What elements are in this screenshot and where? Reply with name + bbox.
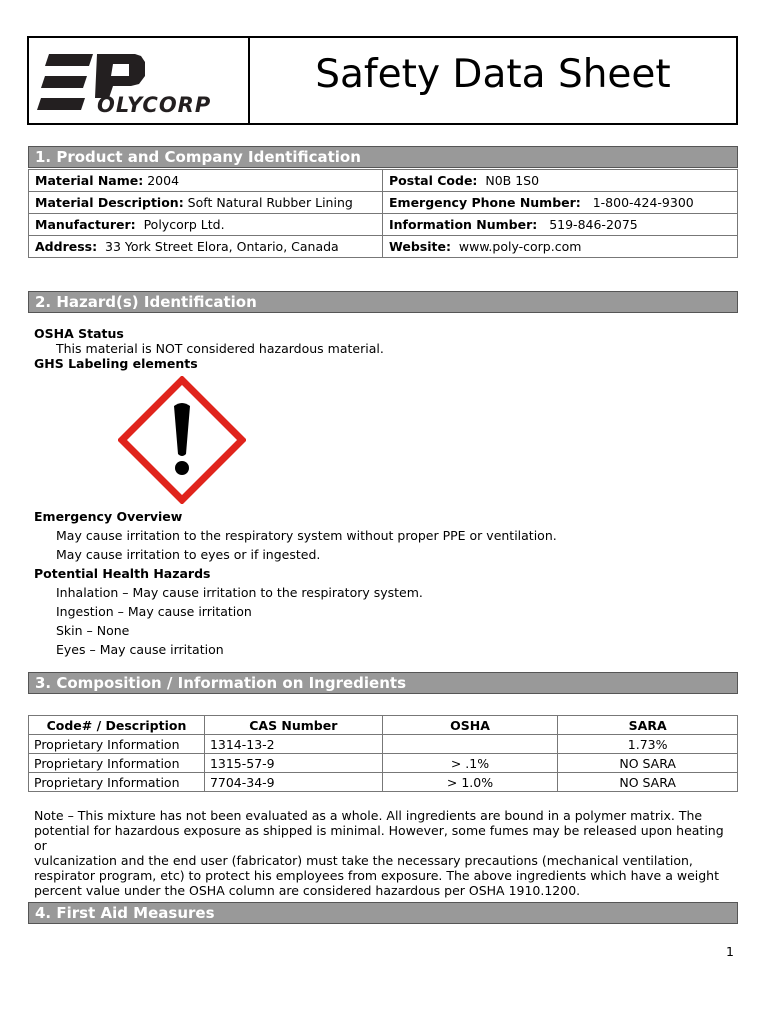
table-row xyxy=(29,754,738,773)
postal-code-label: Postal Code: xyxy=(389,173,478,188)
osha-status-text: This material is NOT considered hazardous material. xyxy=(56,341,384,356)
note-line: respirator program, etc) to protect his employees from exposure. The above ingredients which have a weight xyxy=(34,868,720,883)
material-description-label: Material Description: xyxy=(35,195,184,210)
svg-text:OLYCORP: OLYCORP xyxy=(97,93,212,116)
manufacturer-value: Polycorp Ltd. xyxy=(135,217,225,232)
address-label: Address: xyxy=(35,239,98,254)
document-title: Safety Data Sheet xyxy=(315,52,671,97)
table-cell: Proprietary Information xyxy=(29,735,205,754)
composition-note xyxy=(34,808,734,898)
table-header-row xyxy=(29,716,738,735)
table-cell: 7704-34-9 xyxy=(204,773,382,792)
ingredients-table xyxy=(28,715,738,792)
note-line: percent value under the OSHA column are considered hazardous per OSHA 1910.1200. xyxy=(34,883,581,898)
material-name-label: Material Name: xyxy=(35,173,144,188)
table-cell xyxy=(382,735,558,754)
table-row xyxy=(29,735,738,754)
manufacturer-label: Manufacturer: xyxy=(35,217,136,232)
section-4-heading: 4. First Aid Measures xyxy=(28,902,738,924)
table-row xyxy=(29,214,738,236)
emergency-overview-label: Emergency Overview xyxy=(34,509,183,524)
emergency-line: May cause irritation to the respiratory system without proper PPE or ventilation. xyxy=(56,528,557,543)
table-cell: Proprietary Information xyxy=(29,754,205,773)
table-cell: 1315-57-9 xyxy=(204,754,382,773)
address-value: 33 York Street Elora, Ontario, Canada xyxy=(97,239,339,254)
table-cell: 1314-13-2 xyxy=(204,735,382,754)
table-row xyxy=(29,192,738,214)
emergency-phone-label: Emergency Phone Number: xyxy=(389,195,581,210)
ghs-labeling-label: GHS Labeling elements xyxy=(34,356,198,371)
table-cell: NO SARA xyxy=(558,773,738,792)
note-line: potential for hazardous exposure as shipped is minimal. However, some fumes may be released upon heating or xyxy=(34,823,724,853)
note-line: Note – This mixture has not been evaluated as a whole. All ingredients are bound in a polymer matrix. The xyxy=(34,808,703,823)
polycorp-logo xyxy=(35,46,240,116)
information-number-label: Information Number: xyxy=(389,217,538,232)
health-line: Skin – None xyxy=(56,623,130,638)
table-cell: Proprietary Information xyxy=(29,773,205,792)
table-cell: > .1% xyxy=(382,754,558,773)
material-name-value: 2004 xyxy=(143,173,180,188)
section-2-heading: 2. Hazard(s) Identification xyxy=(28,291,738,313)
health-line: Ingestion – May cause irritation xyxy=(56,604,252,619)
table-cell: > 1.0% xyxy=(382,773,558,792)
ghs-exclamation-pictogram-icon xyxy=(118,376,246,504)
note-line: vulcanization and the end user (fabricator) must take the necessary precautions (mechanical ventilation, xyxy=(34,853,693,868)
material-description-value: Soft Natural Rubber Lining xyxy=(183,195,353,210)
table-row xyxy=(29,170,738,192)
document-header xyxy=(27,36,738,125)
osha-status-label: OSHA Status xyxy=(34,326,124,341)
website-value[interactable]: www.poly-corp.com xyxy=(450,239,582,254)
website-label: Website: xyxy=(389,239,451,254)
table-row xyxy=(29,773,738,792)
section-3-heading: 3. Composition / Information on Ingredients xyxy=(28,672,738,694)
emergency-phone-value: 1-800-424-9300 xyxy=(580,195,694,210)
column-header: OSHA xyxy=(382,716,558,735)
column-header: CAS Number xyxy=(204,716,382,735)
table-row xyxy=(29,236,738,258)
information-number-value: 519-846-2075 xyxy=(537,217,638,232)
table-cell: NO SARA xyxy=(558,754,738,773)
column-header: Code# / Description xyxy=(29,716,205,735)
page-number: 1 xyxy=(726,944,734,959)
identification-table xyxy=(28,169,738,258)
health-hazards-label: Potential Health Hazards xyxy=(34,566,211,581)
health-line: Eyes – May cause irritation xyxy=(56,642,224,657)
table-cell: 1.73% xyxy=(558,735,738,754)
section-1-heading: 1. Product and Company Identification xyxy=(28,146,738,168)
emergency-line: May cause irritation to eyes or if ingested. xyxy=(56,547,321,562)
postal-code-value: N0B 1S0 xyxy=(477,173,540,188)
health-line: Inhalation – May cause irritation to the respiratory system. xyxy=(56,585,423,600)
column-header: SARA xyxy=(558,716,738,735)
